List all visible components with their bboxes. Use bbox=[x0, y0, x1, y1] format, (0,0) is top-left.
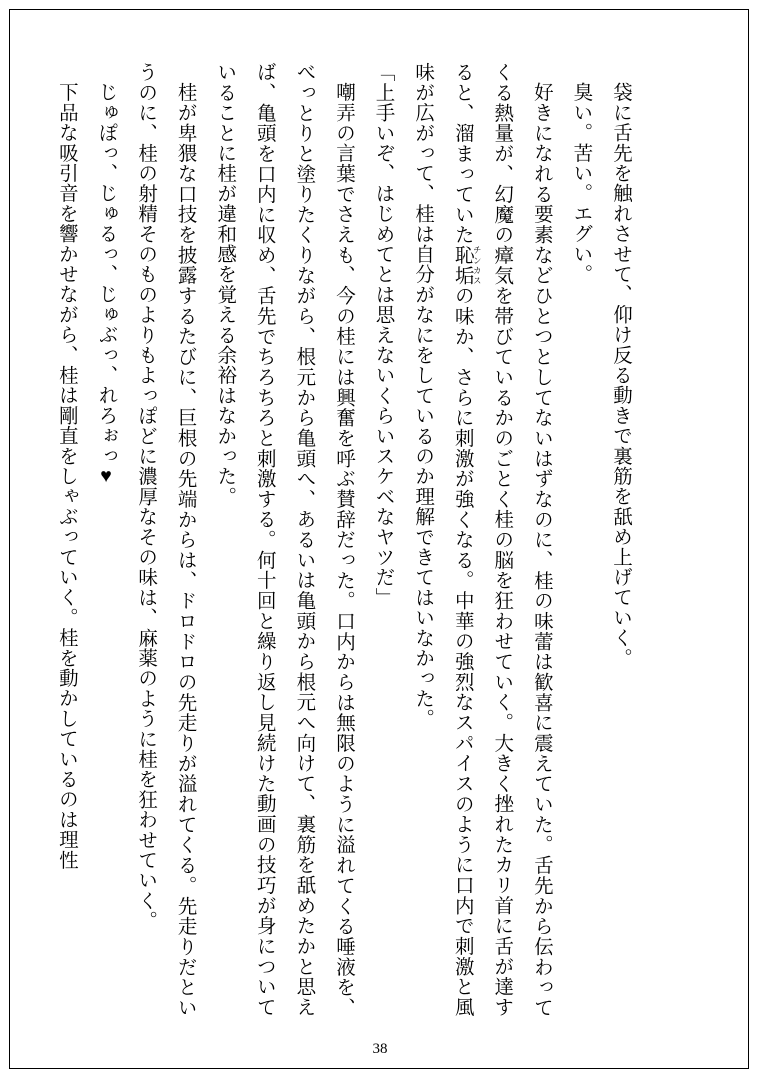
paragraph: 袋に舌先を触れさせて、仰け反る動きで裏筋を舐め上げていく。 bbox=[610, 81, 631, 668]
page-number: 38 bbox=[372, 1041, 388, 1057]
paragraph: 桂が卑猥な口技を披露するたびに、巨根の先端からは、ドロドロの先走りが溢れてくる。先走りだというのに、桂の射精そのものよりもよっぽどに濃厚なその味は、麻薬のように桂を狂わせていく。 bbox=[135, 62, 196, 1017]
paragraph-dialogue: 「上手いぞ、はじめてとは思えないくらいスケベなヤツだ」 bbox=[372, 62, 394, 608]
ruby-base: 恥垢 bbox=[451, 244, 473, 286]
vertical-text-body bbox=[40, 62, 640, 1017]
paragraph: 臭い。苦い。エグい。 bbox=[570, 81, 592, 284]
paragraph-text-part-2: の味か、さらに刺激が強くなる。中華の強烈なスパイスのように口内で刺激と風味が広がって、桂は自分がなにをしているのか理解できてはいなかった。 bbox=[412, 62, 473, 1018]
paragraph-onomatopoeia: じゅぽっ、じゅるっ、じゅぶっ、れろぉっ♥ bbox=[95, 81, 117, 487]
paragraph-with-ruby bbox=[403, 62, 561, 1017]
paragraph-text-part-1: 好きになれる要素などひとつとしてないはずなのに、桂の味蕾は歓喜に震えていた。舌先から伝わってくる熱量が、幻魔の瘴気を帯びているかのごとく桂の脳を狂わせていく。大きく挫れたカリ首に舌が達すると、溜まっていた bbox=[451, 62, 552, 1017]
paragraph: 下品な吸引音を響かせながら、桂は剛直をしゃぶっていく。桂を動かしているのは理性 bbox=[55, 81, 77, 870]
ruby-reading: チンカス bbox=[472, 244, 483, 286]
ruby-chikou bbox=[451, 244, 483, 286]
paragraph: 嘲弄の言葉でさえも、今の桂には興奮を呼ぶ賛辞だった。口内からは無限のように溢れてくる唾液を、べっとりと塗りたくりながら、根元から亀頭へ、あるいは亀頭から根元へ向けて、裏筋を舐めたかと思えば、亀頭を口内に収め、舌先でちろちろと刺激する。何十回と繰り返し見続けた動画の技巧が身についていることに桂が違和感を覚える余裕はなかった。 bbox=[214, 62, 354, 1017]
